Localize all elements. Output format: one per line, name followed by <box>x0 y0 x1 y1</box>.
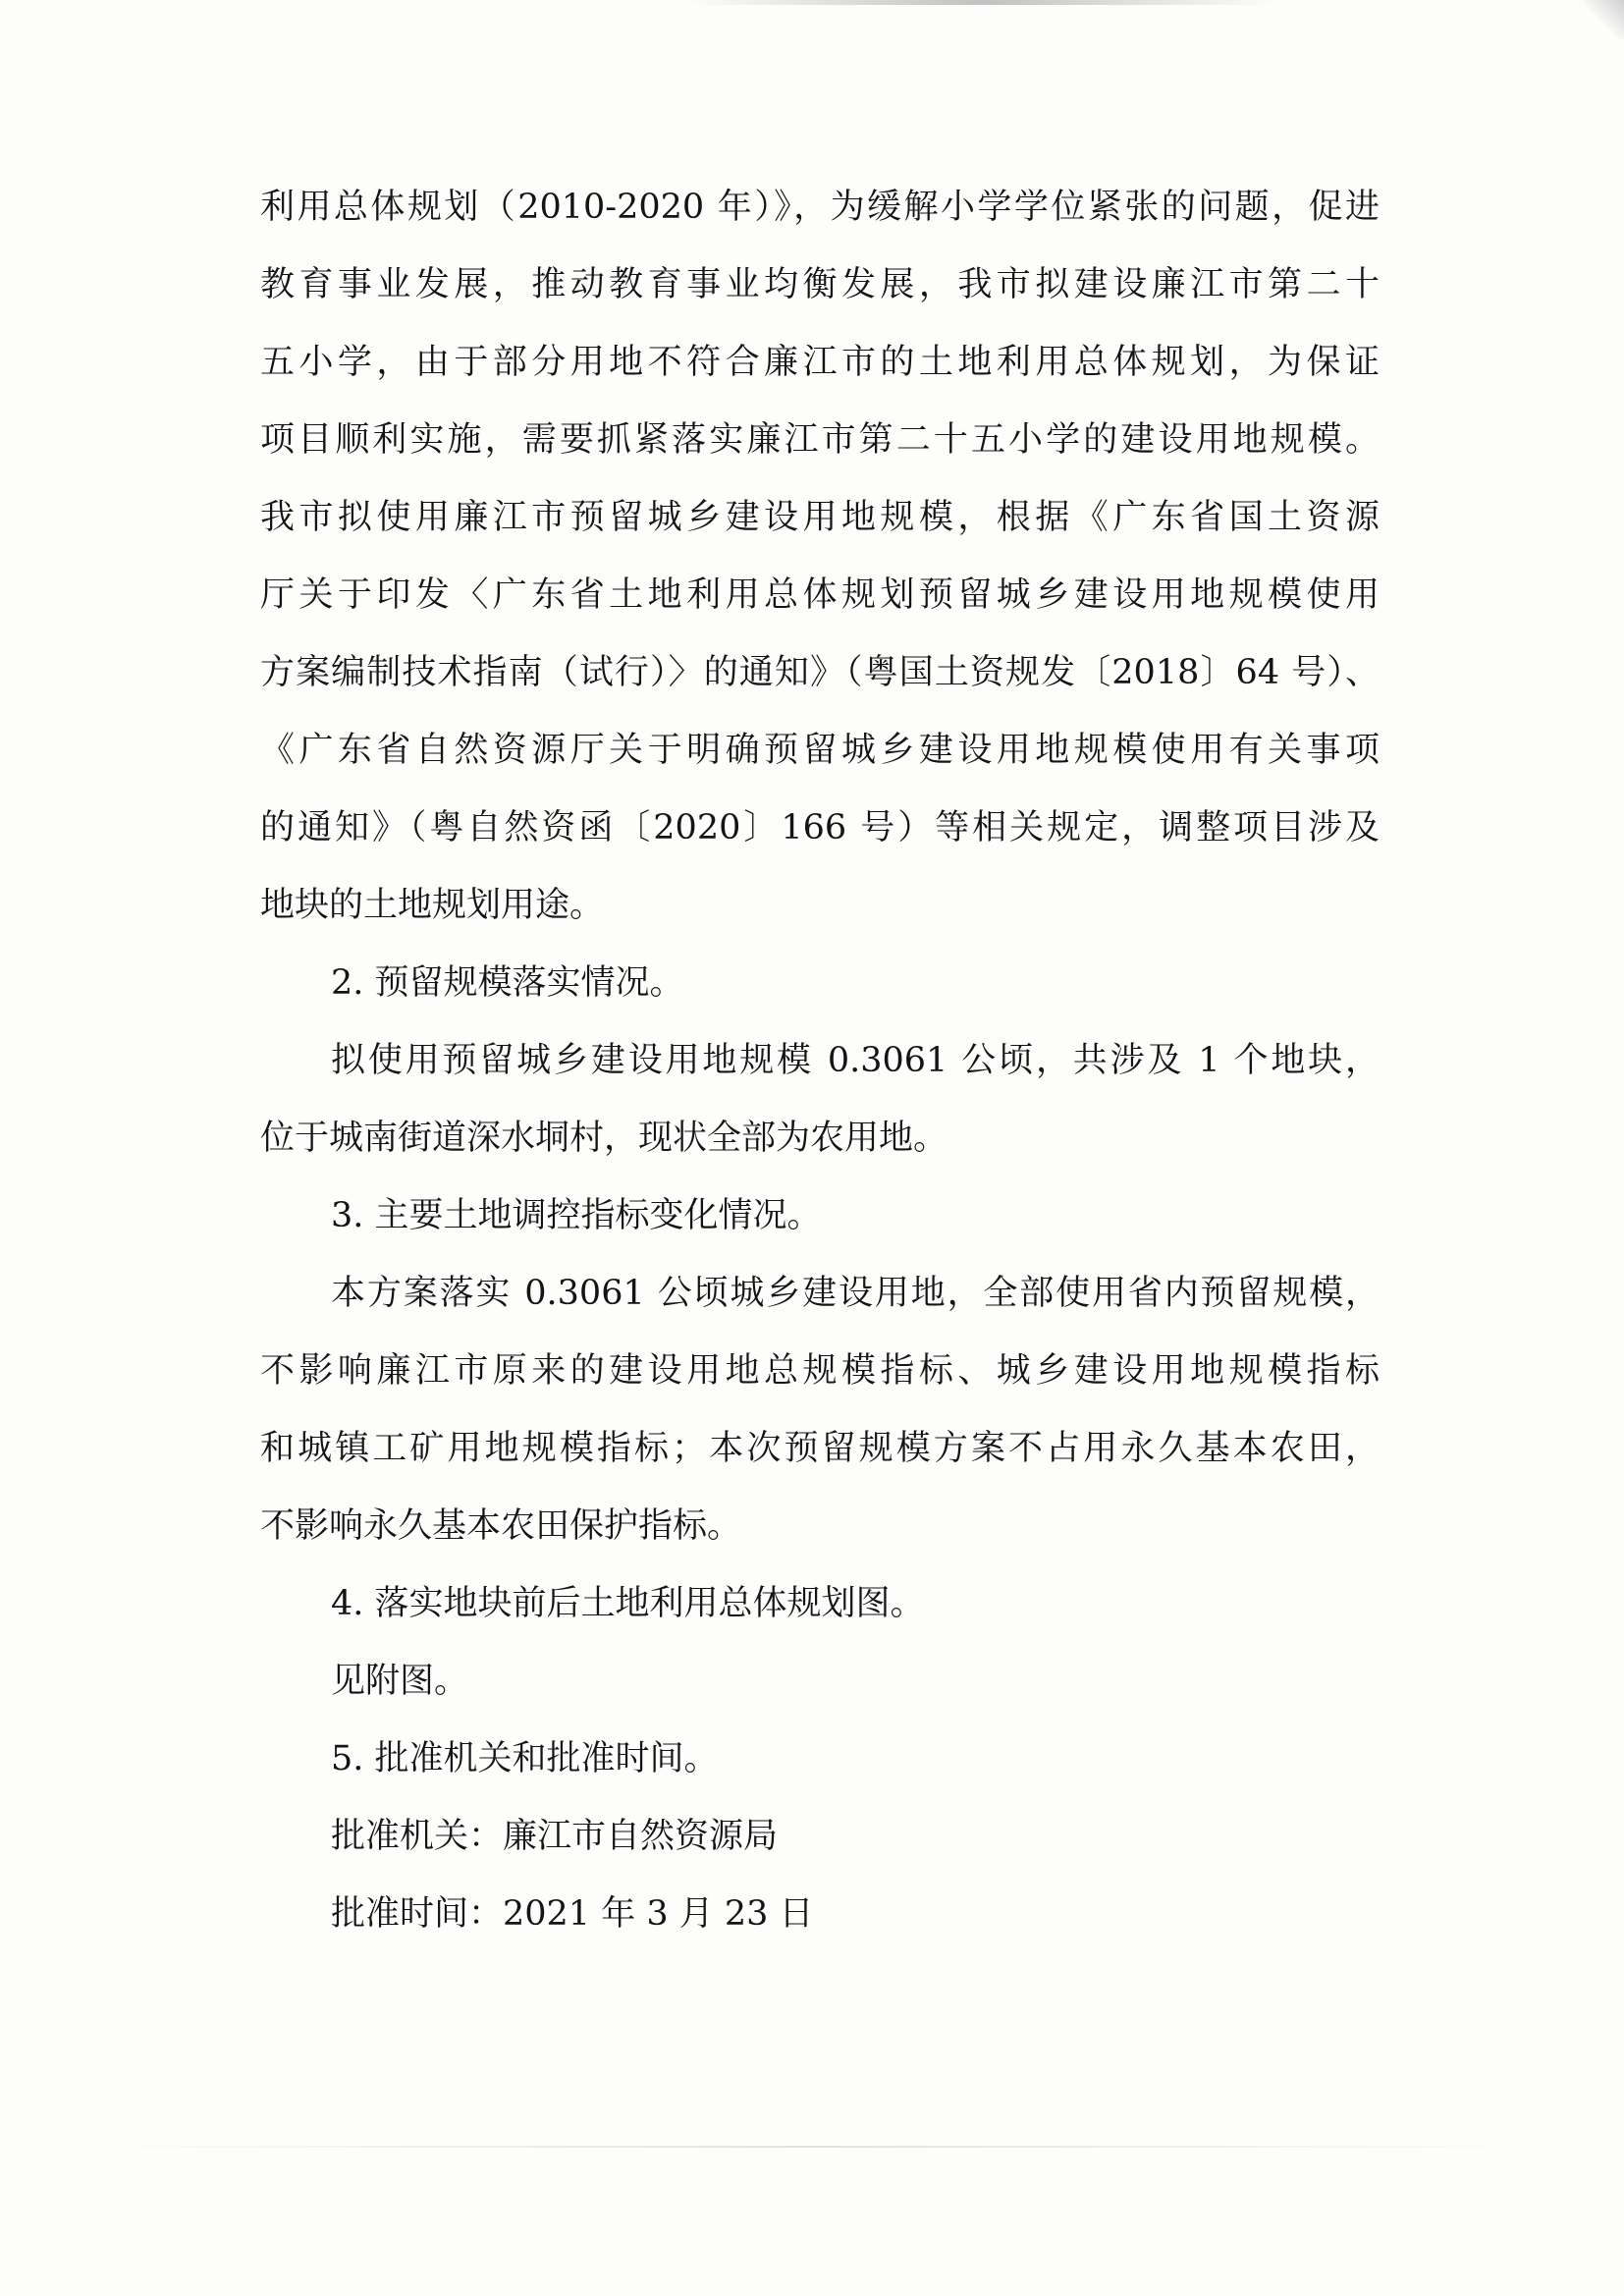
body-line: 《广东省自然资源厅关于明确预留城乡建设用地规模使用有关事项 <box>260 731 1380 770</box>
body-line: 拟使用预留城乡建设用地规模 0.3061 公顷，共涉及 1 个地块， <box>331 1041 1380 1080</box>
body-line: 本方案落实 0.3061 公顷城乡建设用地，全部使用省内预留规模， <box>331 1274 1380 1313</box>
scan-corner-shadow <box>1585 0 1624 39</box>
document-body <box>260 169 1380 1953</box>
section-heading-3: 3. 主要土地调控指标变化情况。 <box>331 1196 822 1235</box>
body-line: 方案编制技术指南（试行）〉的通知》（粤国土资规发〔2018〕64 号）、 <box>260 653 1380 692</box>
scan-top-edge <box>687 0 1276 5</box>
section-heading-4: 4. 落实地块前后土地利用总体规划图。 <box>331 1584 925 1623</box>
body-line: 不影响永久基本农田保护指标。 <box>260 1506 742 1546</box>
body-line: 教育事业发展，推动教育事业均衡发展，我市拟建设廉江市第二十 <box>260 265 1380 304</box>
approval-authority: 批准机关：廉江市自然资源局 <box>331 1817 779 1856</box>
body-line: 位于城南街道深水垌村，现状全部为农用地。 <box>260 1119 948 1158</box>
approval-date: 批准时间：2021 年 3 月 23 日 <box>331 1894 814 1934</box>
section-heading-5: 5. 批准机关和批准时间。 <box>331 1739 719 1778</box>
body-line: 地块的土地规划用途。 <box>260 886 605 925</box>
body-line: 和城镇工矿用地规模指标；本次预留规模方案不占用永久基本农田， <box>260 1429 1380 1468</box>
body-line: 见附图。 <box>331 1662 469 1701</box>
scan-bottom-edge <box>79 2146 1545 2148</box>
body-line: 五小学，由于部分用地不符合廉江市的土地利用总体规划，为保证 <box>260 343 1380 382</box>
body-line: 项目顺利实施，需要抓紧落实廉江市第二十五小学的建设用地规模。 <box>260 420 1380 460</box>
body-line: 厅关于印发〈广东省土地利用总体规划预留城乡建设用地规模使用 <box>260 575 1380 615</box>
body-line: 我市拟使用廉江市预留城乡建设用地规模，根据《广东省国土资源 <box>260 498 1380 537</box>
body-line: 利用总体规划（2010-2020 年）》，为缓解小学学位紧张的问题，促进 <box>260 188 1380 227</box>
body-line: 不影响廉江市原来的建设用地总规模指标、城乡建设用地规模指标 <box>260 1351 1380 1391</box>
body-line: 的通知》（粤自然资函〔2020〕166 号）等相关规定，调整项目涉及 <box>260 808 1380 847</box>
section-heading-2: 2. 预留规模落实情况。 <box>331 963 684 1003</box>
